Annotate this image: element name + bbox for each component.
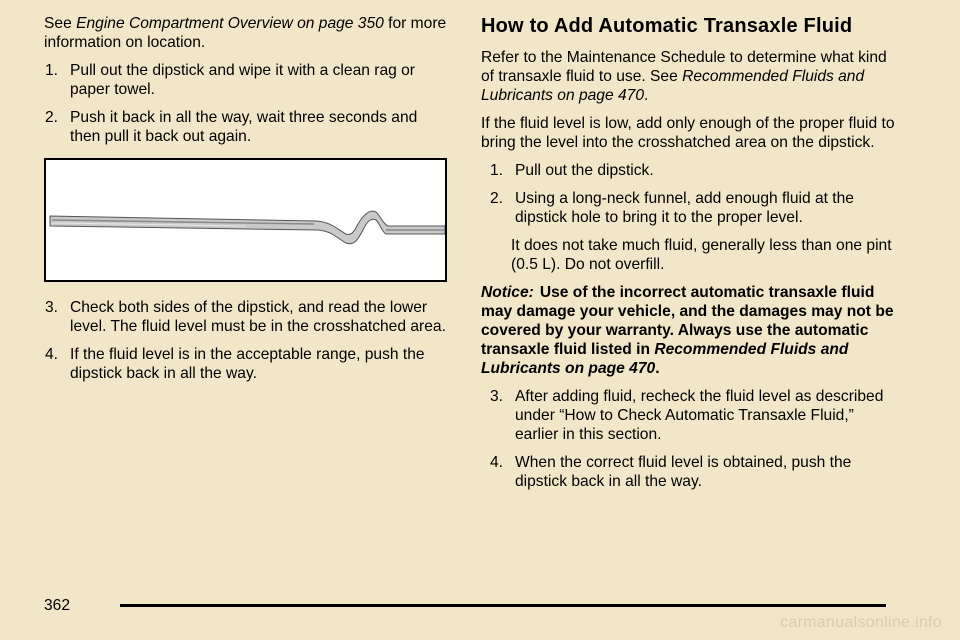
step-text: Using a long-neck funnel, add enough fluid at the dipstick hole to bring it to the proper level. (515, 190, 854, 226)
add-steps-list-a (481, 161, 901, 227)
notice-paragraph (481, 283, 901, 378)
intro-paragraph (44, 14, 449, 52)
step-text: When the correct fluid level is obtained, push the dipstick back in all the way. (515, 454, 852, 490)
step-number: 2. (490, 190, 504, 207)
step-text: If the fluid level is in the acceptable range, push the dipstick back in all the way. (70, 346, 425, 382)
paragraph-refer (481, 48, 901, 105)
section-heading: How to Add Automatic Transaxle Fluid (481, 15, 853, 37)
intro-rest: for more information on location. (44, 15, 447, 51)
dipstick-icon (46, 160, 445, 280)
step-number: 3. (490, 388, 504, 405)
step-number: 1. (45, 62, 59, 79)
notice-label: Notice: (481, 284, 534, 301)
para1-end: . (644, 87, 649, 104)
list-item (490, 387, 901, 444)
step-number: 4. (45, 346, 59, 363)
step-text: Pull out the dipstick. (515, 162, 654, 179)
step-number: 4. (490, 454, 504, 471)
para1-link[interactable]: Recommended Fluids and Lubricants on page 470 (481, 68, 865, 104)
step-text: Pull out the dipstick and wipe it with a clean rag or paper towel. (70, 62, 415, 98)
step-text: Push it back in all the way, wait three seconds and then pull it back out again. (70, 109, 418, 145)
step-number: 1. (490, 162, 504, 179)
steps-list-b (44, 298, 449, 383)
step-number: 3. (45, 299, 59, 316)
right-column (481, 14, 901, 500)
step-number: 2. (45, 109, 59, 126)
intro-see: See (44, 15, 72, 32)
paragraph-low-level: If the fluid level is low, add only enough of the proper fluid to bring the level into the crosshatched area on the dipstick. (481, 115, 895, 151)
list-item (490, 189, 901, 227)
page-number: 362 (44, 597, 71, 614)
step-text: Check both sides of the dipstick, and read the lower level. The fluid level must be in the crosshatched area. (70, 299, 446, 335)
list-item (44, 298, 449, 336)
watermark: carmanualsonline.info (780, 614, 942, 631)
steps-list-a (44, 61, 449, 146)
notice-end: . (655, 360, 660, 377)
add-steps-list-b (481, 387, 901, 491)
step-text: After adding fluid, recheck the fluid level as described under “How to Check Automatic Transaxle Fluid,” earlier in this section. (515, 388, 884, 443)
footer-divider (120, 604, 886, 607)
notice-text: Use of the incorrect automatic transaxle fluid may damage your vehicle, and the damages may not be covered by your warranty. Always use the automatic transaxle fluid listed in (481, 284, 894, 358)
para1-text: Refer to the Maintenance Schedule to determine what kind of transaxle fluid to use. See (481, 49, 887, 85)
dipstick-figure (44, 158, 447, 282)
notice-link[interactable]: Recommended Fluids and Lubricants on page 470 (481, 341, 849, 377)
step-note: It does not take much fluid, generally less than one pint (0.5 L). Do not overfill. (511, 237, 892, 273)
list-item (490, 453, 901, 491)
list-item (44, 345, 449, 383)
list-item (490, 161, 901, 180)
list-item (44, 61, 449, 99)
left-column (44, 14, 449, 392)
list-item (44, 108, 449, 146)
intro-link[interactable]: Engine Compartment Overview on page 350 (76, 15, 384, 32)
